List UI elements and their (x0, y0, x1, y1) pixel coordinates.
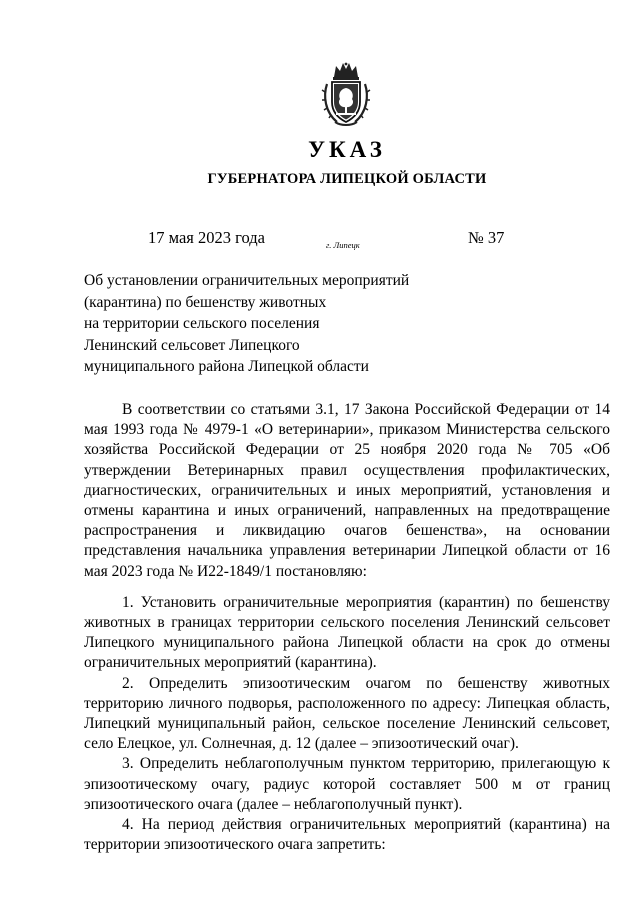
document-number: № 37 (468, 228, 505, 247)
paragraph-3: 3. Определить неблагополучным пунктом территорию, прилегающую к эпизоотическому очагу, радиус которой составляет 500 м от границ эпизоотического очага (далее – неблагополучный пункт). (84, 755, 610, 813)
subject-line: (карантина) по бешенству животных (84, 293, 327, 311)
document-subject (84, 270, 409, 378)
preamble-paragraph: В соответствии со статьями 3.1, 17 Закона Российской Федерации от 14 мая 1993 года № 4979-1 «О ветеринарии», приказом Министерства сельского хозяйства Российской Федерации от 25 ноября 2020 года № 705 «Об утверждении Ветеринарных правил осуществления профилактических, диагностических, ограничительных и иных мероприятий, установления и отмены карантина и иных ограничений, направленных на предотвращение распространения и ликвидацию очагов бешенства», на основании представления начальника управления ветеринарии Липецкой области от 16 мая 2023 года № И22-1849/1 постановляю: (84, 401, 610, 580)
subject-line: Об установлении ограничительных мероприятий (84, 272, 410, 289)
document-date: 17 мая 2023 года (148, 228, 265, 247)
paragraph-2: 2. Определить эпизоотическим очагом по бешенству животных территорию личного подворья, расположенного по адресу: Липецкая область, Липецкий муниципальный район, сельское поселение Ленинский сельсовет, село Елецкое, ул. Солнечная, д. 12 (далее – эпизоотический очаг). (84, 674, 610, 753)
subject-line: на территории сельского поселения (84, 315, 320, 332)
paragraph-4: 4. На период действия ограничительных мероприятий (карантина) на территории эпизоотического очага запретить: (84, 816, 610, 854)
coat-of-arms-icon (321, 62, 371, 128)
document-title: УКАЗ (308, 137, 386, 162)
subject-line: муниципального района Липецкой области (84, 358, 369, 375)
paragraph-1: 1. Установить ограничительные мероприятия (карантин) по бешенству животных в границах территории сельского поселения Ленинский сельсовет Липецкого муниципального района Липецкой области на срок до отмены ограничительных мероприятий (карантина). (84, 593, 610, 672)
document-body (84, 400, 610, 855)
document-issuer: ГУБЕРНАТОРА ЛИПЕЦКОЙ ОБЛАСТИ (207, 171, 487, 187)
document-city: г. Липецк (326, 240, 360, 250)
subject-line: Ленинский сельсовет Липецкого (84, 336, 300, 354)
